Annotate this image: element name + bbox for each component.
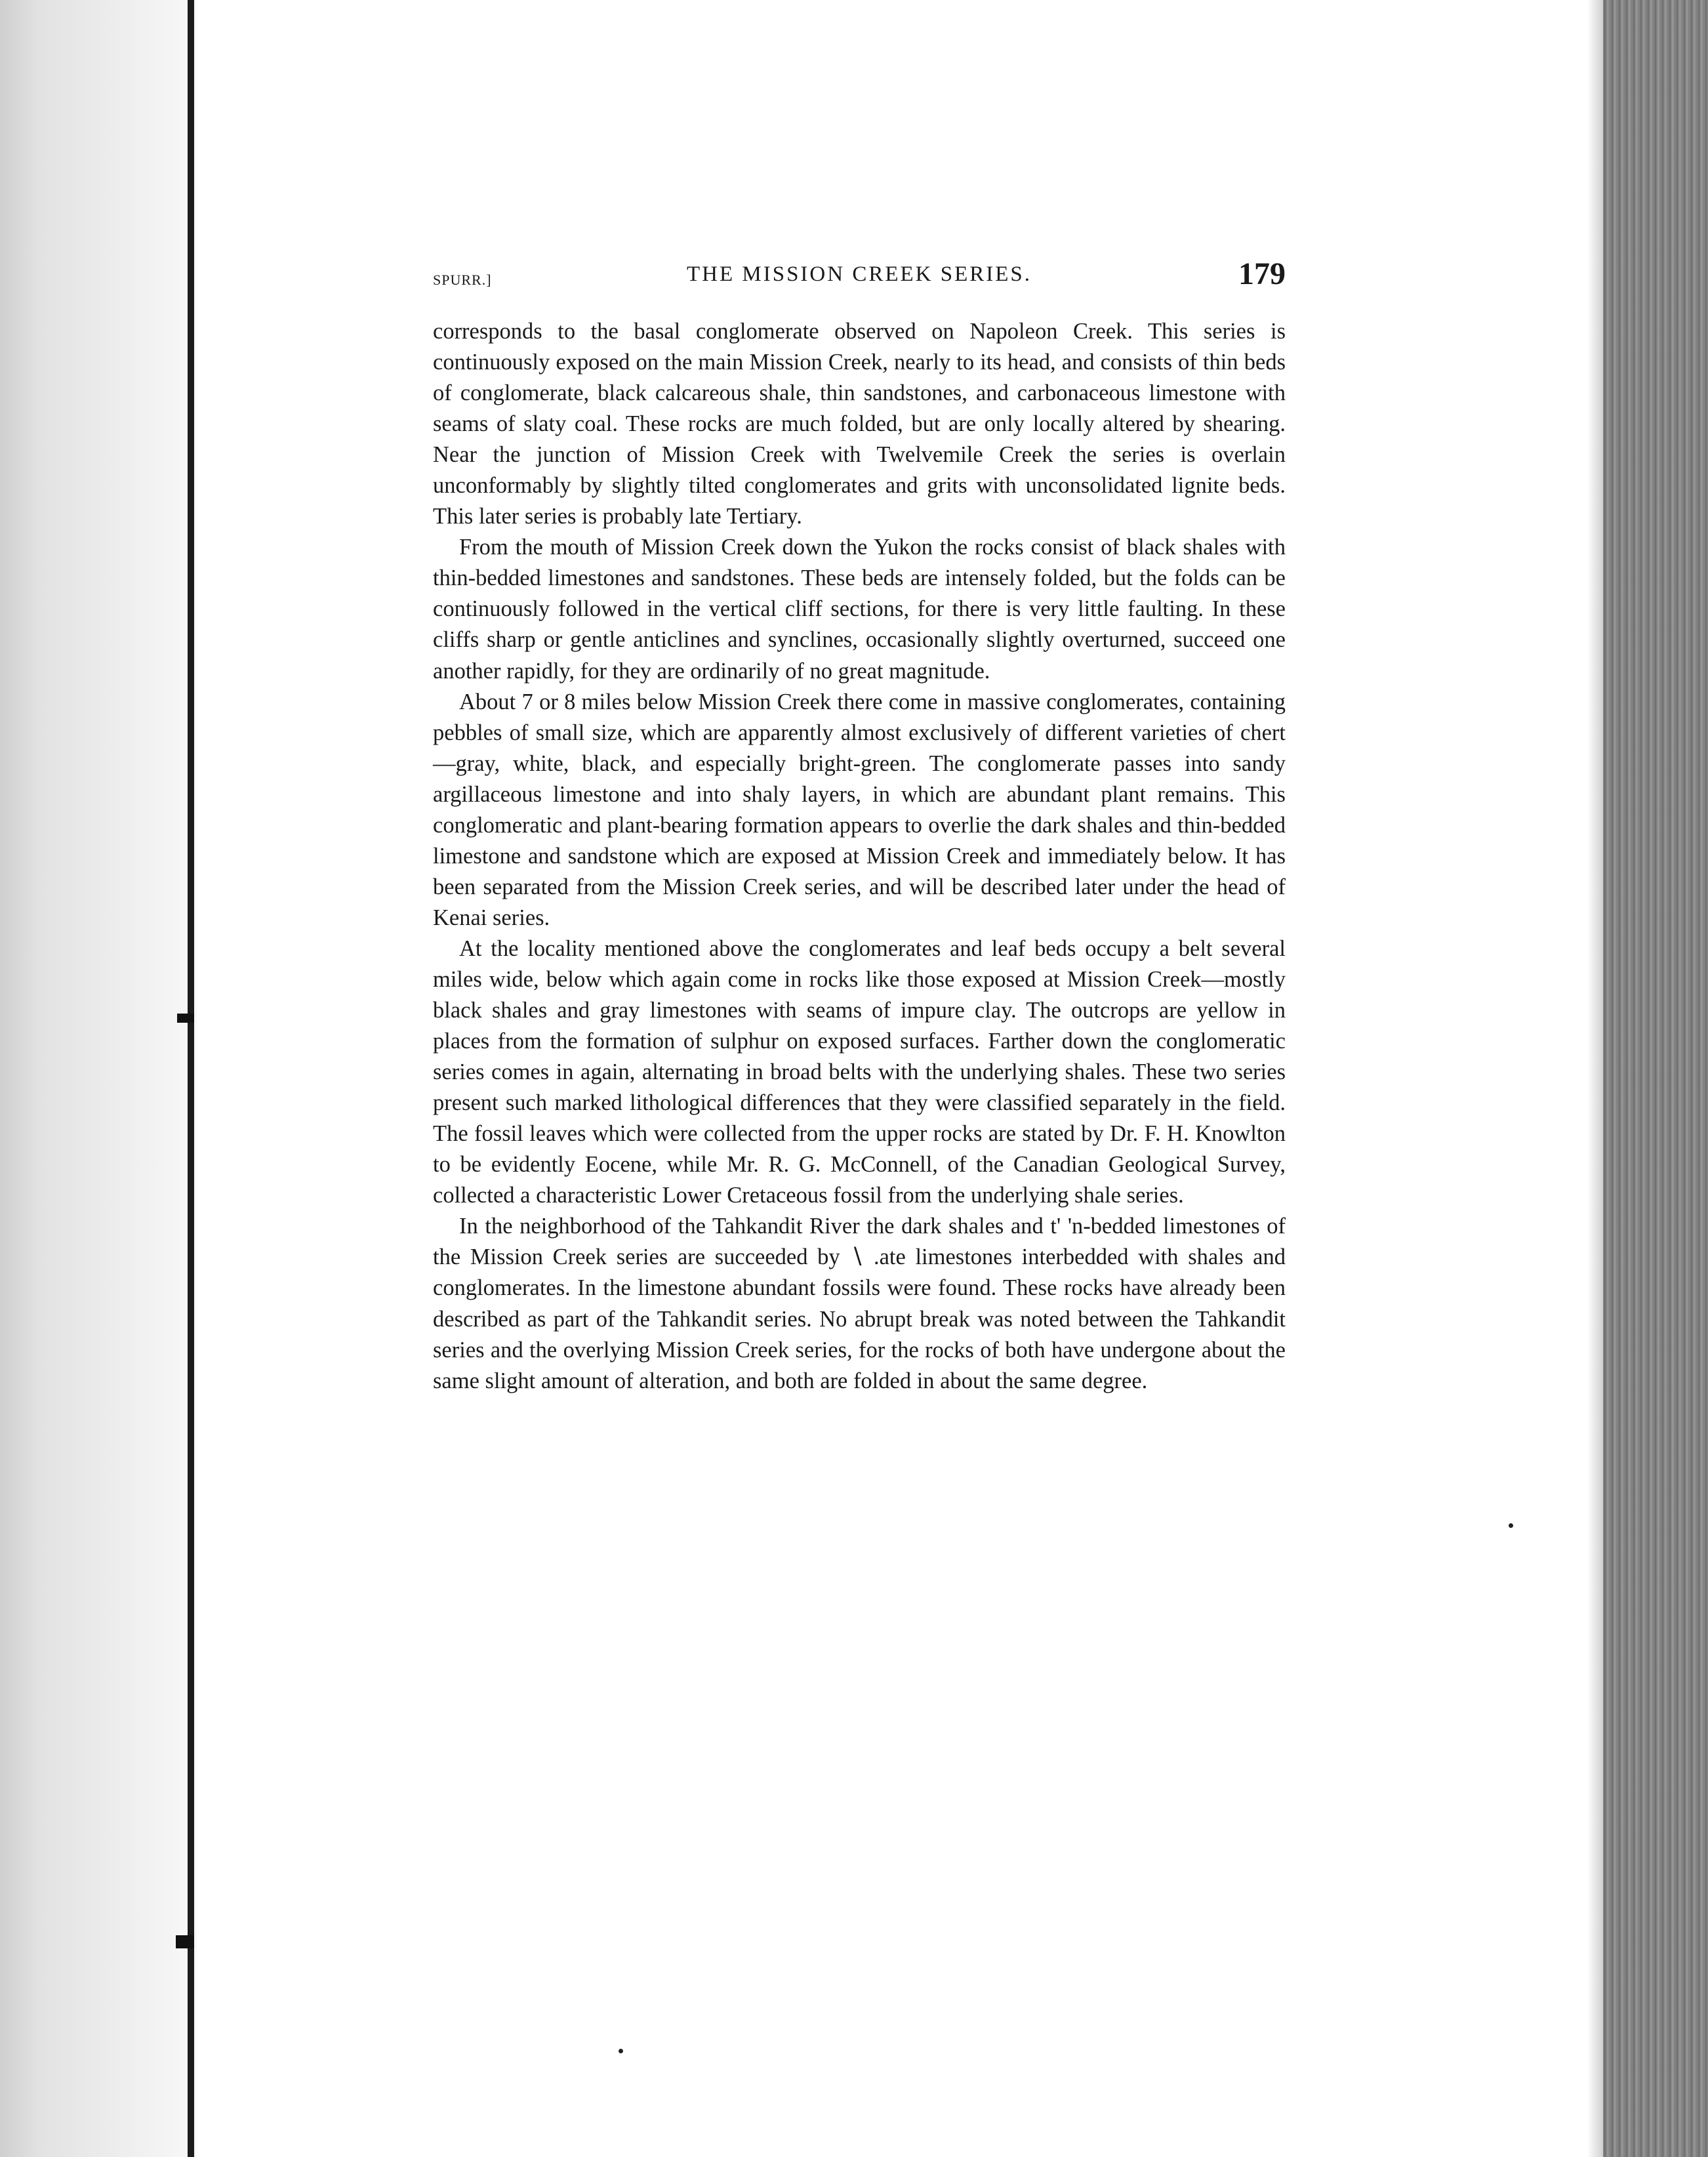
paragraph: At the locality mentioned above the conglomerates and leaf beds occupy a belt several miles wide, below which again come in rocks like those exposed at Mission Creek—mostly black shales and gray limestones with seams of impure clay. The outcrops are yellow in places from the formation of sulphur on exposed surfaces. Farther down the conglomeratic series comes in again, alternating in broad belts with the underlying shales. These two series present such marked lithological differences that they were classified separately in the field. The fossil leaves which were collected from the upper rocks are stated by Dr. F. H. Knowlton to be evidently Eocene, while Mr. R. G. McConnell, of the Canadian Geological Survey, collected a characteristic Lower Cretaceous fossil from the underlying shale series. [433, 935, 1286, 1208]
paragraph: In the neighborhood of the Tahkandit River the dark shales and t' 'n-bedded limestones of the Mission Creek series are succeeded by ∖ .ate limestones interbedded with shales and conglomerates. In the limestone abundant fossils were found. These rocks have already been described as part of the Tahkandit series. No abrupt break was noted between the Tahkandit series and the overlying Mission Creek series, for the rocks of both have undergone about the same slight amount of alteration, and both are folded in about the same degree. [433, 1214, 1286, 1393]
binding-mark [177, 1014, 194, 1023]
book-page [433, 257, 1286, 1397]
page-number: 179 [1238, 257, 1286, 291]
left-binding-line [188, 0, 194, 2157]
right-book-edge [1603, 0, 1708, 2157]
binding-mark [176, 1935, 194, 1948]
body-text [433, 316, 1286, 1397]
left-page-edge [0, 0, 197, 2157]
paragraph: About 7 or 8 miles below Mission Creek there come in massive conglomerates, containing pebbles of small size, which are apparently almost exclusively of different varieties of chert—gray, white, black, and especially bright-green. The conglomerate passes into sandy argillaceous limestone and into shaly layers, in which are abundant plant remains. This conglomeratic and plant-bearing formation appears to overlie the dark shales and thin-bedded limestone and sandstone which are exposed at Mission Creek and immediately below. It has been separated from the Mission Creek series, and will be described later under the head of Kenai series. [433, 689, 1286, 930]
paragraph: corresponds to the basal conglomerate observed on Napoleon Creek. This series is continuously exposed on the main Mission Creek, nearly to its head, and consists of thin beds of conglomerate, black calcareous shale, thin sandstones, and carbonaceous limestone with seams of slaty coal. These rocks are much folded, but are only locally altered by shearing. Near the junction of Mission Creek with Twelvemile Creek the series is overlain unconformably by slightly tilted conglomerates and grits with unconsolidated lignite beds. This later series is probably late Tertiary. [433, 319, 1286, 529]
speck [619, 2049, 623, 2053]
paragraph: From the mouth of Mission Creek down the Yukon the rocks consist of black shales with thin-bedded limestones and sandstones. These beds are intensely folded, but the folds can be continuously followed in the vertical cliff sections, for there is very little faulting. In these cliffs sharp or gentle anticlines and synclines, occasionally slightly overturned, succeed one another rapidly, for they are ordinarily of no great magnitude. [433, 535, 1286, 684]
running-header [433, 257, 1286, 306]
running-title: THE MISSION CREEK SERIES. [686, 262, 1032, 286]
right-page-shadow [1587, 0, 1603, 2157]
speck [1509, 1523, 1513, 1528]
running-author: SPURR.] [433, 272, 492, 288]
